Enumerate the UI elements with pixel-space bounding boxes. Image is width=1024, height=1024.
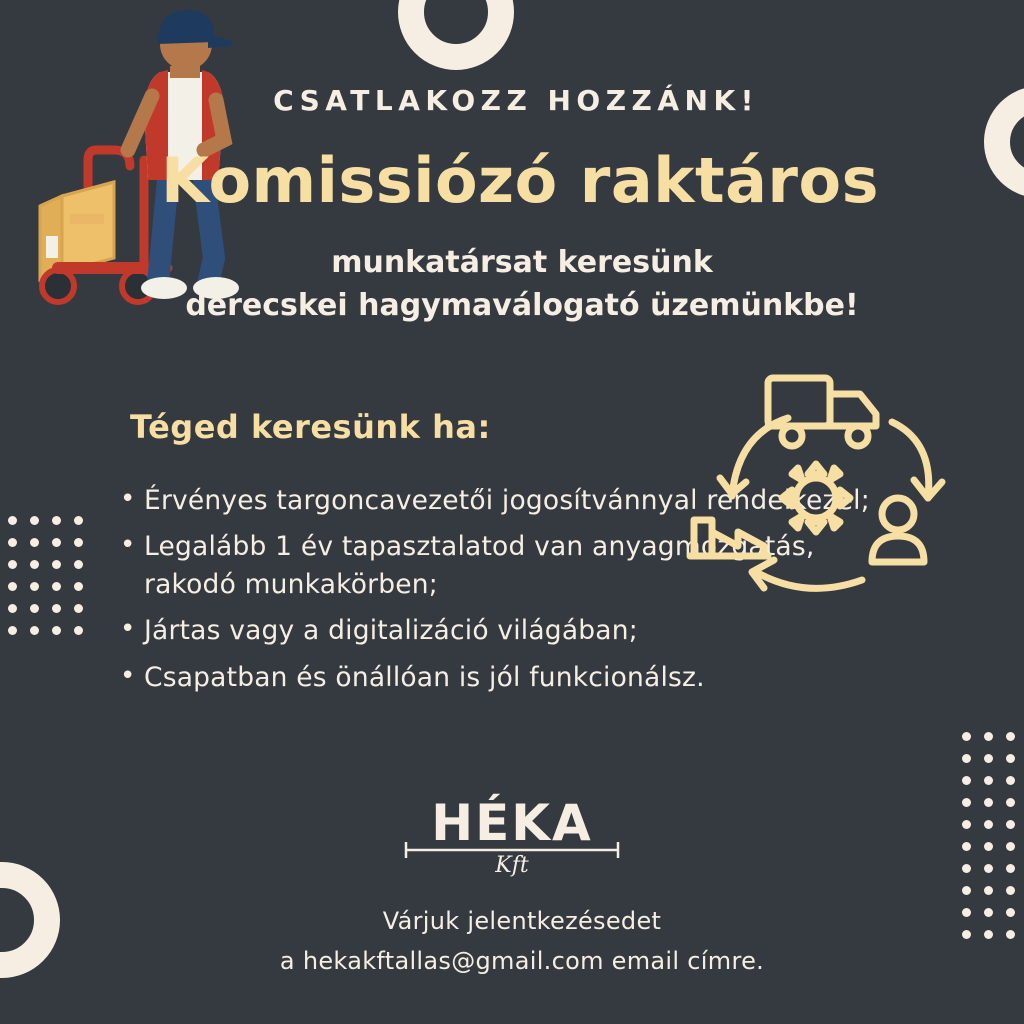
footer-line-1: Várjuk jelentkezésedet: [382, 907, 662, 935]
logo-suffix: Kft: [495, 853, 529, 878]
page-title: Komissiózó raktáros: [160, 144, 880, 217]
list-item: • Csapatban és önállóan is jól funkcionálsz.: [112, 659, 892, 697]
gear-icon: [782, 464, 850, 532]
person-icon: [872, 498, 924, 562]
decorative-ring-right: [984, 86, 1024, 198]
logistics-cycle-icon: [676, 356, 956, 616]
requirements-heading: Téged keresünk ha:: [130, 408, 491, 446]
footer-line-2: a hekakftallas@gmail.com email címre.: [279, 946, 765, 975]
footer-contact: [142, 902, 902, 982]
subtitle-line-1: munkatársat keresünk: [331, 245, 713, 280]
decorative-ring-bottom-left: [0, 862, 60, 978]
poster-kicker: CSATLAKOZZ HOZZÁNK!: [273, 84, 759, 117]
factory-icon: [690, 520, 768, 556]
company-logo: [382, 788, 642, 880]
logo-name: HÉKA: [431, 794, 593, 852]
decorative-dot-grid-left: [8, 516, 83, 635]
delivery-truck-icon: [768, 378, 876, 446]
list-item: • Legalább 1 év tapasztalatod van anyagmozgatás, rakodó munkakörben;: [112, 528, 892, 604]
decorative-dot-grid-right: [962, 732, 1024, 939]
list-item: • Érvényes targoncavezetői jogosítvánnyal rendelkezel;: [112, 482, 892, 520]
decorative-ring-top: [398, 0, 514, 70]
subtitle-line-2: derecskei hagymaválogató üzemünkbe!: [185, 287, 859, 323]
poster-subtitle: [112, 242, 932, 327]
list-item: • Jártas vagy a digitalizáció világában;: [112, 612, 892, 650]
